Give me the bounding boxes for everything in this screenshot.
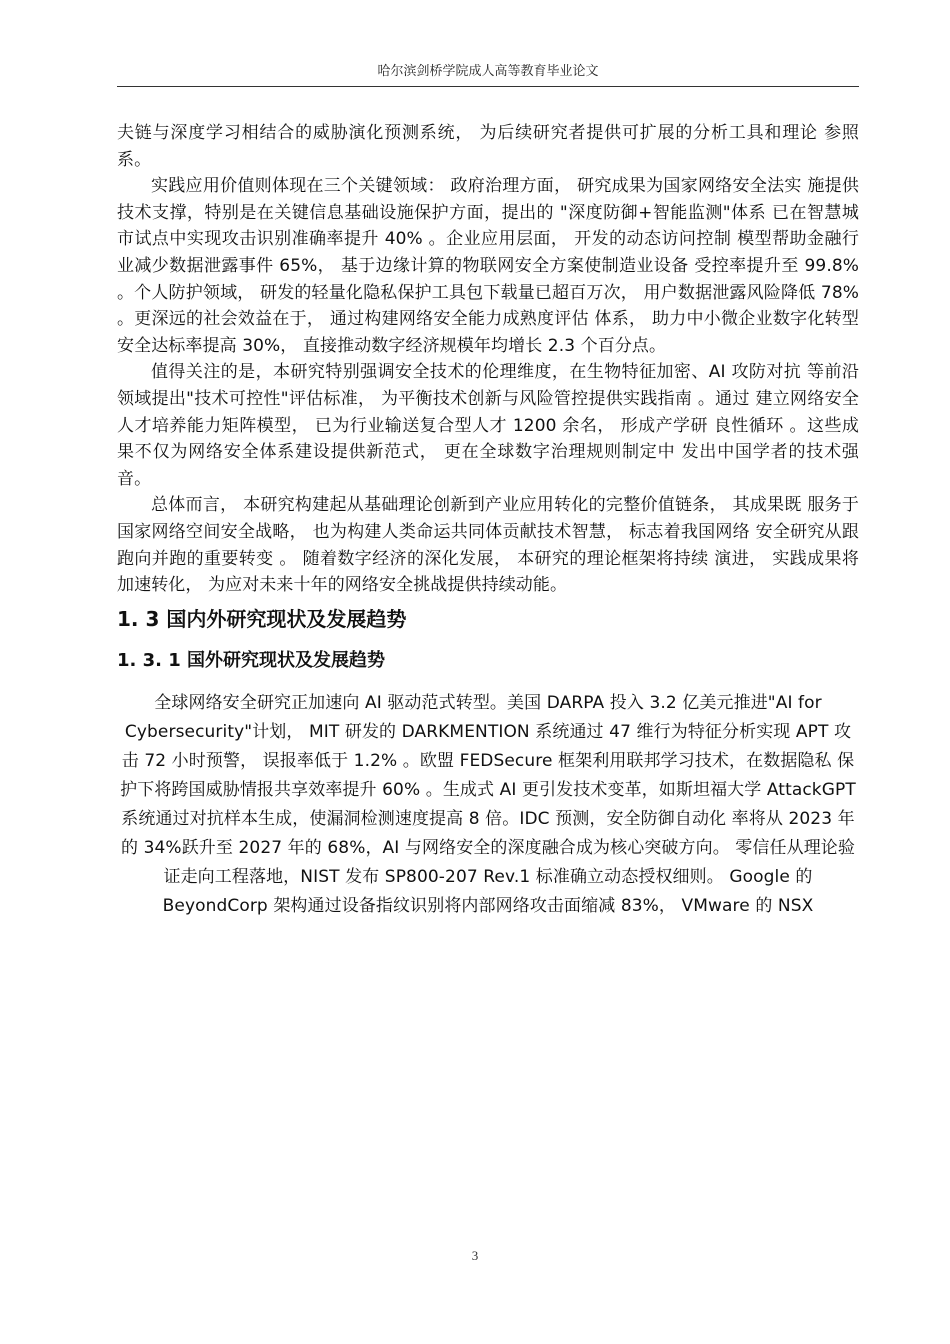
section-heading: 1. 3 国内外研究现状及发展趋势: [117, 606, 407, 631]
paragraph-practical-value: 实践应用价值则体现在三个关键领域： 政府治理方面， 研究成果为国家网络安全法实 施提供技术支撑，特别是在关键信息基础设施保护方面，提出的 "深度防御+智能监测"体系 已在智慧城市试点中实现攻击识别准确率提升 40% 。企业应用层面， 开发的动态访问控制 模型帮助金融行业减少数据泄露事件 65%， 基于边缘计算的物联网安全方案使制造业设备 受控率提升至 99.8% 。个人防护领域， 研发的轻量化隐私保护工具包下载量已超百万次， 用户数据泄露风险降低 78% 。更深远的社会效益在于， 通过构建网络安全能力成熟度评估 体系， 助力中小微企业数字化转型安全达标率提高 30%， 直接推动数字经济规模年均增长 2.3 个百分点。: [117, 176, 859, 356]
subsection-heading: 1. 3. 1 国外研究现状及发展趋势: [117, 649, 386, 671]
paragraph-continued: 夫链与深度学习相结合的威胁演化预测系统， 为后续研究者提供可扩展的分析工具和理论 参照系。: [117, 123, 859, 170]
paragraph-summary: 总体而言， 本研究构建起从基础理论创新到产业应用转化的完整价值链条， 其成果既 服务于国家网络空间安全战略， 也为构建人类命运共同体贡献技术智慧， 标志着我国网络 安全研究从跟跑向并跑的重要转变 。 随着数字经济的深化发展， 本研究的理论框架将持续 演进， 实践成果将加速转化， 为应对未来十年的网络安全挑战提供持续动能。: [117, 495, 859, 596]
page-header-title: 哈尔滨剑桥学院成人高等教育毕业论文: [377, 64, 599, 79]
paragraph-foreign-research: 全球网络安全研究正加速向 AI 驱动范式转型。美国 DARPA 投入 3.2 亿美元推进"AI for Cybersecurity"计划， MIT 研发的 DARKMENTION 系统通过 47 维行为特征分析实现 APT 攻 击 72 小时预警， 误报率低于 1.2% 。欧盟 FEDSecure 框架利用联邦学习技术，在数据隐私 保护下将跨国威胁情报共享效率提升 60% 。生成式 AI 更引发技术变革，如斯坦福大学 AttackGPT 系统通过对抗样本生成，使漏洞检测速度提高 8 倍。IDC 预测，安全防御自动化 率将从 2023 年的 34%跃升至 2027 年的 68%，AI 与网络安全的深度融合成为核心突破方向。 零信任从理论验证走向工程落地，NIST 发布 SP800-207 Rev.1 标准确立动态授权细则。 Google 的 BeyondCorp 架构通过设备指纹识别将内部网络攻击面缩减 83%， VMware 的 NSX: [120, 692, 856, 916]
body-text: [117, 120, 859, 921]
page-number: 3: [471, 1248, 479, 1263]
paragraph-ethics: 值得关注的是，本研究特别强调安全技术的伦理维度，在生物特征加密、AI 攻防对抗 等前沿领域提出"技术可控性"评估标准， 为平衡技术创新与风险管控提供实践指南 。通过 建立网络安全人才培养能力矩阵模型， 已为行业输送复合型人才 1200 余名， 形成产学研 良性循环 。这些成果不仅为网络安全体系建设提供新范式， 更在全球数字治理规则制定中 发出中国学者的技术强音。: [117, 362, 859, 489]
header-divider: [117, 86, 859, 87]
